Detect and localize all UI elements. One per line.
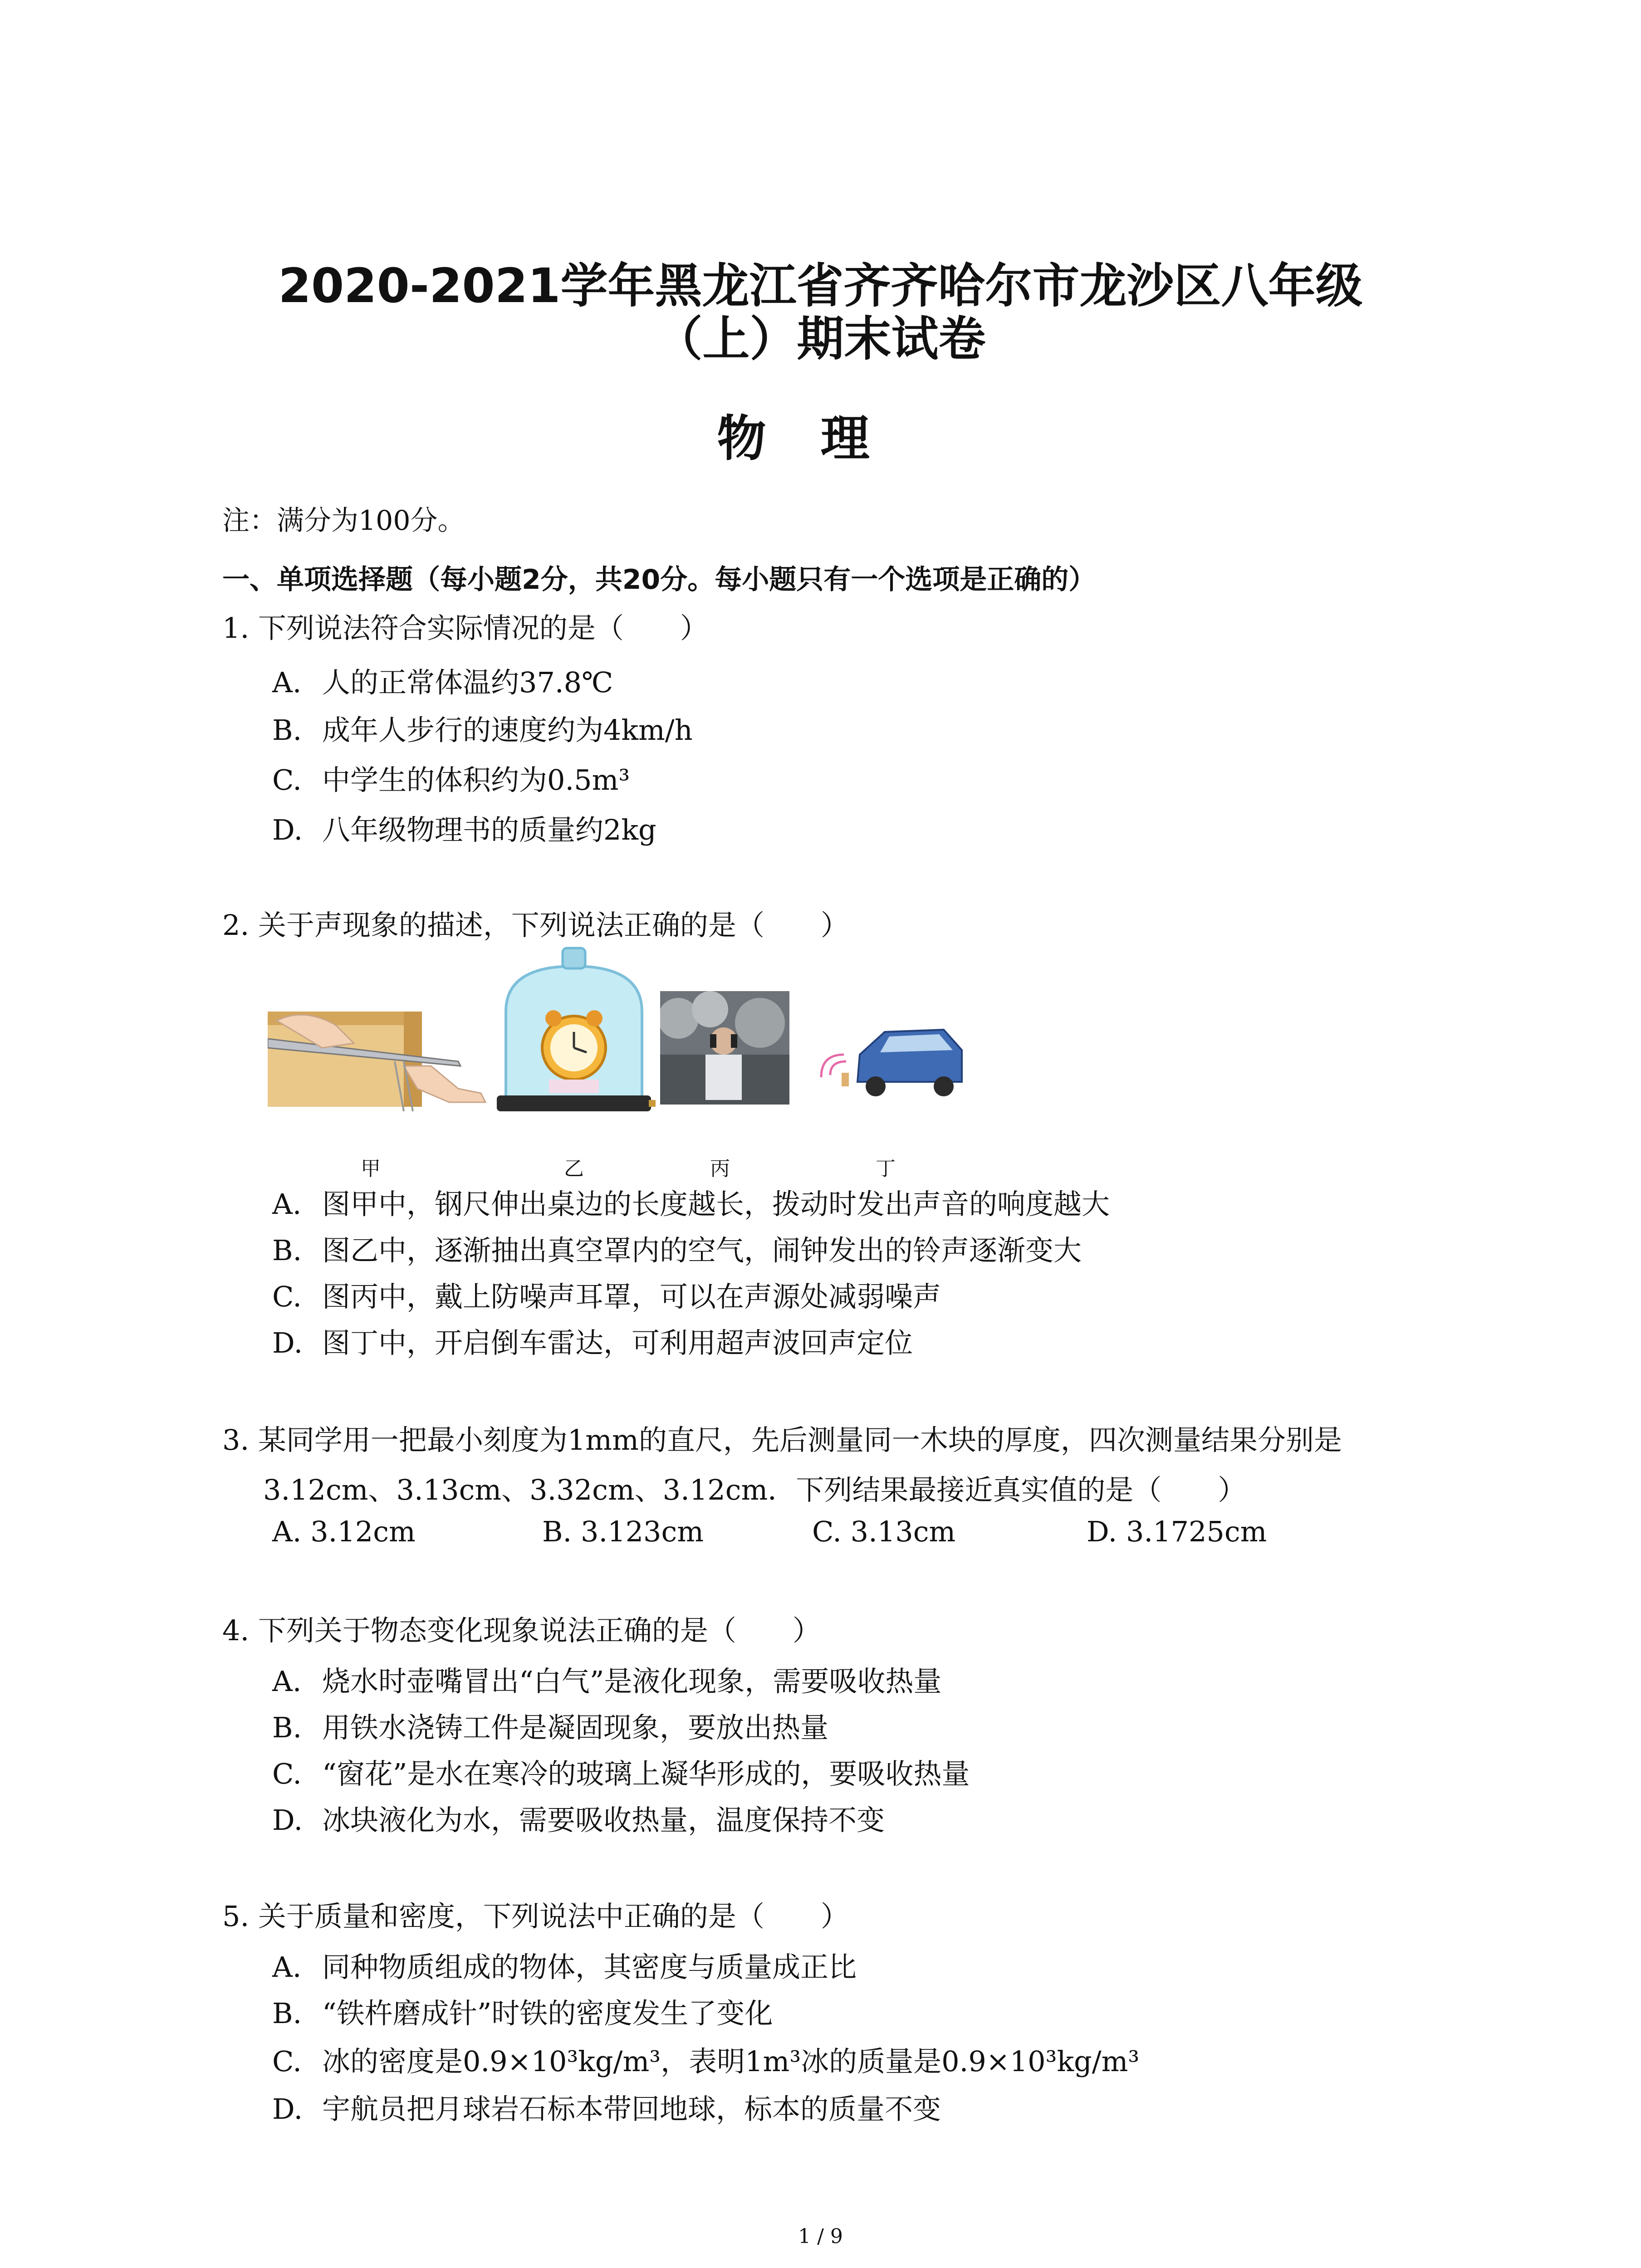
exam-title-line1: 2020-2021学年黑龙江省齐齐哈尔市龙沙区八年级 [278, 258, 1363, 313]
worker-with-earmuffs-photo [660, 991, 789, 1105]
question-1-option-a: A. 人的正常体温约37.8℃ [272, 666, 613, 699]
question-2-option-d: D. 图丁中，开启倒车雷达，可利用超声波回声定位 [272, 1326, 913, 1359]
question-1-stem: 1. 下列说法符合实际情况的是（ ） [222, 611, 708, 645]
question-1-option-d: D. 八年级物理书的质量约2kg [272, 813, 656, 846]
question-4-option-c: C. “窗花”是水在寒冷的玻璃上凝华形成的，要吸收热量 [272, 1757, 970, 1790]
question-2-option-b: B. 图乙中，逐渐抽出真空罩内的空气，闹钟发出的铃声逐渐变大 [272, 1234, 1082, 1267]
figure-caption-bing: 丙 [710, 1157, 730, 1180]
figure-caption-ding: 丁 [876, 1157, 896, 1180]
question-5-option-c: C. 冰的密度是0.9×10³kg/m³，表明1m³冰的质量是0.9×10³kg/m³ [272, 2045, 1140, 2078]
question-4-stem: 4. 下列关于物态变化现象说法正确的是（ ） [222, 1614, 821, 1647]
question-3-option-d: D. 3.1725cm [1087, 1515, 1267, 1548]
question-4-option-d: D. 冰块液化为水，需要吸收热量，温度保持不变 [272, 1804, 885, 1837]
question-5-option-d: D. 宇航员把月球岩石标本带回地球，标本的质量不变 [272, 2092, 941, 2126]
question-4-option-b: B. 用铁水浇铸工件是凝固现象，要放出热量 [272, 1711, 829, 1744]
score-note: 注：满分为100分。 [222, 505, 465, 537]
question-3-option-b: B. 3.123cm [542, 1515, 704, 1548]
page-number: 1 / 9 [798, 2225, 843, 2248]
bell-jar-alarm-clock-figure [492, 943, 656, 1134]
question-2-option-a: A. 图甲中，钢尺伸出桌边的长度越长，拨动时发出声音的响度越大 [272, 1188, 1110, 1221]
figure-caption-jia: 甲 [361, 1157, 381, 1180]
question-2-stem: 2. 关于声现象的描述，下列说法正确的是（ ） [222, 909, 849, 942]
question-5-stem: 5. 关于质量和密度，下列说法中正确的是（ ） [222, 1900, 849, 1933]
question-3-option-a: A. 3.12cm [272, 1515, 416, 1548]
question-3-option-c: C. 3.13cm [812, 1515, 956, 1548]
question-3-stem-line1: 3. 某同学用一把最小刻度为1mm的直尺，先后测量同一木块的厚度，四次测量结果分别是 [222, 1423, 1342, 1457]
figure-caption-yi: 乙 [564, 1157, 584, 1180]
section-heading: 一、单项选择题（每小题2分，共20分。每小题只有一个选项是正确的） [222, 564, 1096, 596]
question-3-stem-line2: 3.12cm、3.13cm、3.32cm、3.12cm．下列结果最接近真实值的是（ ） [263, 1473, 1246, 1506]
question-1-option-c: C. 中学生的体积约为0.5m³ [272, 763, 630, 797]
car-reversing-radar-figure [817, 1023, 966, 1100]
question-5-option-b: B. “铁杵磨成针”时铁的密度发生了变化 [272, 1997, 773, 2030]
question-1-option-b: B. 成年人步行的速度约为4km/h [272, 714, 693, 747]
question-4-option-a: A. 烧水时壶嘴冒出“白气”是液化现象，需要吸收热量 [272, 1665, 942, 1698]
question-5-option-a: A. 同种物质组成的物体，其密度与质量成正比 [272, 1950, 857, 1984]
exam-title-line2: （上）期末试卷 [655, 311, 986, 367]
subject-heading: 物理 [717, 411, 924, 467]
ruler-on-table-figure [268, 998, 495, 1125]
question-2-option-c: C. 图丙中，戴上防噪声耳罩，可以在声源处减弱噪声 [272, 1280, 941, 1313]
